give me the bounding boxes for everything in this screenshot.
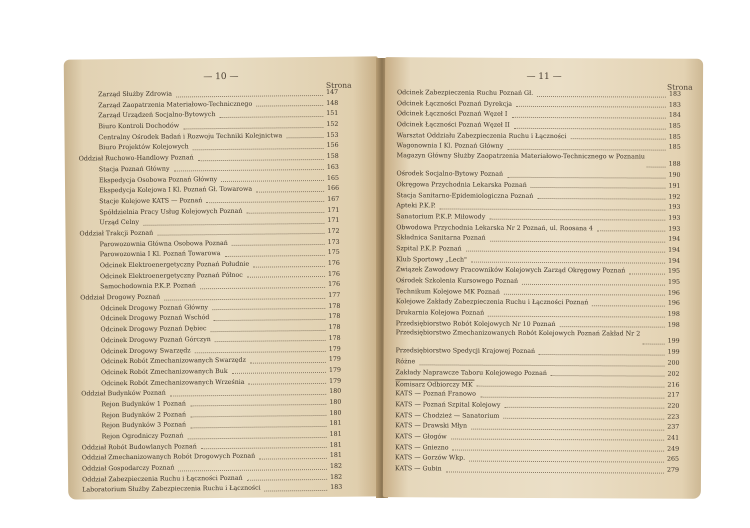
entry-page-number: 153 [326,131,339,139]
entry-title: Odcinek Łączności Poznań Węzeł I [396,110,508,119]
entry-page-number: 196 [667,289,680,297]
entry-title: Ekspedycja Kolejowa I Kl. Poznań Gł. Towarowa [99,185,253,195]
leader-dots [259,458,327,460]
leader-dots [198,159,324,161]
entry-page-number: 199 [667,349,680,357]
entry-page-number: 176 [327,259,340,267]
leader-dots [451,439,664,441]
entry-title: Odcinek Łączności Poznań Węzeł II [396,121,510,129]
entry-page-number: 193 [668,225,681,233]
leader-dots [592,305,665,306]
entry-page-number: 183 [668,101,681,109]
leader-dots [178,468,327,471]
entry-page-number: 165 [326,174,340,182]
leader-dots [188,436,327,438]
entry-title: Odcinek Drogowy Poznań Wschód [100,314,210,323]
entry-page-number: 195 [668,267,681,276]
entry-page-number: 184 [668,112,681,120]
leader-dots [480,396,664,398]
entry-page-number: 188 [668,160,681,168]
leader-dots [158,233,325,236]
leader-dots [508,176,666,178]
entry-page-number: 176 [327,270,341,278]
leader-dots [420,364,665,366]
entry-page-number: 200 [667,359,680,367]
entry-title: KATS — Poznań Szpital Kolejowy [395,401,501,409]
entry-title: Zakłady Naprawcze Taboru Kolejowego Poznań [395,369,547,377]
leader-dots [201,447,327,449]
leader-dots [439,208,665,210]
entry-title: Zarząd Służby Zdrowia [98,90,173,99]
entry-page-number: 194 [668,246,681,254]
leader-dots [256,105,323,107]
entry-title: Odcinek Drogowy Poznań Dębiec [100,325,207,334]
leader-dots [211,330,326,332]
entry-title: Centralny Ośrodek Badań i Rozwoju Techniki Kolejnictwa [98,132,283,142]
leader-dots [647,167,666,168]
entry-page-number: 198 [667,321,680,329]
entry-page-number: 185 [668,122,681,130]
leader-dots [256,191,324,193]
entry-page-number: 237 [667,423,680,431]
entry-title: Odcinek Drogowy Swarzędz [100,346,191,355]
leader-dots [232,244,325,246]
entry-title: Spółdzielnia Pracy Usług Kolejowych Poznań [99,207,243,216]
entry-page-number: 156 [326,142,339,150]
entry-page-number: 182 [329,462,343,470]
entry-title: Przedsiębiorstwo Robót Kolejowych Nr 10 Poznań [395,319,556,328]
leader-dots [248,383,326,385]
toc-entry [384,330,702,349]
entry-title: Odcinek Robót Zmechanizowanych Września [101,378,245,387]
leader-dots [247,276,325,278]
entry-title: KATS — Drawski Młyn [395,422,468,430]
entry-page-number: 195 [667,278,681,286]
entry-title: Warsztat Oddziału Zabezpieczenia Ruchu i Łączności [396,131,567,140]
entry-title: Odcinek Zabezpieczenia Ruchu Poznań Gł. [396,89,534,97]
leader-dots [489,219,665,221]
entry-title: Klub Sportowy „Lech" [396,255,467,264]
entry-page-number: 202 [667,370,680,378]
entry-page-number: 158 [326,152,339,161]
entry-page-number: 181 [329,452,342,460]
leader-dots [560,326,665,328]
leader-dots [143,223,324,226]
entry-title: Drukarnia Kolejowa Poznań [395,309,485,317]
entry-page-number: 178 [328,334,341,342]
entry-page-number: 180 [329,398,342,406]
toc-entries [64,87,382,496]
entry-title: Odcinek Robót Zmechanizowanych Buk [100,367,228,377]
leader-dots [264,490,327,492]
entry-page-number: 279 [666,466,680,474]
entry-title: Zarząd Urządzeń Socjalno-Bytowych [98,111,216,120]
leader-dots [571,138,666,139]
leader-dots [504,294,665,296]
leader-dots [195,351,326,353]
entry-page-number: 180 [329,409,342,417]
entry-title: Rejon Budynków 2 Poznań [101,411,187,419]
leader-dots [200,287,325,289]
open-book [66,58,706,498]
right-page [383,57,703,499]
entry-title: Urząd Celny [99,219,140,227]
entry-title: Odcinek Robót Zmechanizowanych Swarzędz [100,356,246,366]
leader-dots [191,426,327,428]
leader-dots [530,187,665,189]
entry-page-number: 217 [667,391,680,399]
entry-page-number: 147 [326,88,339,96]
entry-title: KATS — Chodzież — Sanatorium [395,411,500,420]
entry-title: Stacja Sanitarno-Epidemiologiczna Poznań [396,191,534,200]
entry-page-number: 177 [328,291,341,299]
page-number: — 10 — [203,71,239,83]
entry-title: Rejon Budynków 3 Poznań [101,421,187,430]
leader-dots [490,240,665,242]
entry-title: KATS — Gubin [394,465,442,473]
entry-title: Oddział Robót Budowlanych Poznań [81,442,197,452]
leader-dots [190,415,326,417]
leader-dots [469,460,664,462]
leader-dots [213,319,325,321]
entry-title: Oddział Gospodarczy Poznań [81,464,175,473]
toc-entries [383,88,703,476]
leader-dots [250,362,326,364]
entry-title: Odcinek Drogowy Poznań Górczyn [100,335,211,345]
entry-page-number: 194 [668,235,681,243]
entry-page-number: 265 [667,455,680,464]
leader-dots [253,265,325,267]
leader-dots [508,149,666,151]
leader-dots [452,450,664,452]
entry-title: KATS — Głogów [395,433,447,441]
leader-dots [642,344,664,345]
entry-page-number: 185 [668,133,681,141]
entry-page-number: 182 [330,473,343,481]
entry-title: Komisarz Odbiorczy MK [395,379,474,391]
entry-title: Związek Zawodowy Pracowników Kolejowych Zarząd Okręgowy Poznań [396,266,626,275]
leader-dots [232,372,326,374]
entry-title: Magazyn Główny Służby Zaopatrzenia Materiałowo-Technicznego w Poznaniu [396,152,645,161]
entry-title: Oddział Zabezpieczenia Ruchu i Łączności Poznań [82,474,243,484]
entry-page-number: 152 [326,120,339,128]
leader-dots [550,375,664,377]
entry-page-number: 175 [327,249,340,257]
leader-dots [537,198,665,200]
entry-title: Parowozownia I Kl. Poznań Towarowa [99,250,221,259]
leader-dots [247,479,327,481]
leader-dots [246,212,324,214]
entry-page-number: 178 [328,323,341,332]
entry-title: Technikum Kolejowe MK Poznań [395,287,500,296]
leader-dots [471,428,664,430]
leader-dots [287,137,324,138]
leader-dots [476,386,664,388]
leader-dots [503,418,664,420]
entry-title: Samochodownia P.K.P. Poznań [100,282,196,291]
entry-title: Zarząd Zaopatrzenia Materiałowo-Technicznego [98,100,253,109]
entry-title: Wagonownia I Kl. Poznań Główny [396,142,504,151]
leader-dots [516,106,666,108]
leader-dots [219,116,323,118]
entry-page-number: 191 [668,182,681,190]
entry-title: Odcinek Łączności Poznań Dyrekcja [396,99,513,108]
leader-dots [446,471,664,473]
leader-dots [183,127,323,129]
leader-dots [539,354,665,356]
leader-dots [170,394,326,397]
entry-page-number: 176 [328,281,341,289]
leader-dots [522,283,665,285]
entry-page-number: 193 [668,203,681,211]
entry-page-number: 171 [327,217,340,225]
entry-page-number: 249 [667,445,680,453]
leader-dots [504,407,664,409]
entry-page-number: 190 [668,171,681,179]
leader-dots [466,251,665,253]
entry-page-number: 193 [668,214,681,222]
entry-page-number: 179 [328,345,341,353]
entry-page-number: 194 [668,257,681,265]
leader-dots [206,201,324,203]
leader-dots [215,340,326,342]
entry-page-number: 151 [326,110,339,118]
entry-page-number: 172 [327,227,340,235]
toc-entry [383,464,701,476]
entry-title: Okręgowa Przychodnia Lekarska Poznań [396,181,527,189]
leader-dots [597,230,665,231]
entry-title: Oddział Zmechanizowanych Robót Drogowych Poznań [81,453,256,462]
entry-title: Oddział Trakcji Poznań [79,229,154,238]
entry-page-number: 199 [667,338,680,346]
entry-title: Szpital P.K.P. Poznań [396,245,462,253]
leader-dots [190,404,326,406]
entry-page-number: 179 [328,355,341,364]
entry-page-number: 179 [329,377,342,385]
entry-title: Odcinek Elektroenergetyczny Poznań Południe [99,260,250,270]
entry-title: Rejon Budynków 1 Poznań [101,400,186,409]
leader-dots [164,297,325,300]
entry-title: Oddział Ruchowo-Handlowy Poznań [78,154,194,163]
entry-page-number: 185 [668,144,681,152]
entry-page-number: 166 [327,184,340,193]
entry-title: Obwodowa Przychodnia Lekarska Nr 2 Poznań, ul. Roosana 4 [396,223,593,232]
leader-dots [176,94,323,97]
page-number: — 11 — [526,71,562,83]
entry-page-number: 216 [667,381,680,389]
entry-page-number: 181 [329,441,342,449]
entry-title: Oddział Budynków Poznań [81,389,166,398]
entry-page-number: 223 [667,413,680,421]
entry-page-number: 148 [326,99,339,107]
entry-title: Kolejowe Zakłady Zabezpieczenia Ruchu i Łączności Poznań [395,298,589,307]
entry-title: Sanatorium P.K.P. Miłowody [396,213,486,221]
entry-page-number: 178 [328,302,341,310]
entry-title: Ośrodek Szkolenia Kursowego Poznań [395,277,519,285]
leader-dots [514,127,666,129]
leader-dots [471,262,665,264]
entry-page-number: 181 [329,430,342,438]
leader-dots [174,169,324,172]
entry-title: Biuro Kontroli Dochodów [98,122,180,131]
entry-title: Oddział Drogowy Poznań [80,293,161,302]
column-header: Strona [666,82,693,92]
leader-dots [221,180,324,182]
entry-title: Rejon Ogrodniczy Poznań [101,432,184,441]
leader-dots [225,255,325,257]
entry-title: Biuro Projektów Kolejowych [98,143,189,152]
leader-dots [193,148,324,150]
entry-page-number: 198 [667,310,680,318]
left-page [64,56,383,499]
entry-title: Odcinek Elektroenergetyczny Poznań Północ [99,271,243,280]
leader-dots [488,315,665,317]
entry-title: Przedsiębiorstwo Zmechanizowanych Robót Kolejowych Poznań Zakład Nr 2 [395,329,641,338]
entry-title: Odcinek Drogowy Poznań Główny [100,303,209,313]
entry-page-number: 173 [327,238,340,246]
column-header: Strona [325,80,352,90]
entry-title: Składnica Sanitarna Poznań [396,234,486,242]
entry-title: Różne [395,358,416,366]
entry-title: Stacje Kolejowe KATS — Poznań [99,197,203,206]
leader-dots [629,273,665,274]
entry-title: Ośrodek Socjalno-Bytowy Poznań [396,170,504,178]
toc-entry [68,483,382,497]
entry-page-number: 196 [667,300,680,308]
entry-page-number: 171 [327,206,340,214]
entry-page-number: 180 [329,388,342,396]
entry-title: Ekspedycja Osobowa Poznań Główny [98,175,218,184]
entry-page-number: 181 [329,420,342,428]
entry-page-number: 220 [667,402,680,410]
toc-entry [385,152,703,171]
entry-title: Laboratorium Służby Zabezpieczenia Ruchu i Łączności [82,485,261,494]
leader-dots [212,308,325,310]
entry-title: Przedsiębiorstwo Spedycji Krajowej Poznań [395,347,536,356]
entry-title: Parowozownia Główna Osobowa Poznań [99,239,228,248]
entry-title: KATS — Poznań Franowo [395,390,477,398]
entry-title: Apteki P.K.P. [396,202,436,210]
entry-title: KATS — Gniezno [395,443,449,452]
entry-title: KATS — Gorzów Wkp. [395,454,466,462]
entry-page-number: 241 [667,434,680,442]
entry-page-number: 179 [328,366,342,374]
entry-page-number: 183 [668,90,682,98]
leader-dots [512,117,666,119]
entry-page-number: 192 [668,193,681,201]
entry-page-number: 163 [326,163,339,171]
entry-page-number: 167 [327,195,340,203]
entry-page-number: 183 [330,484,343,492]
entry-title: Stacja Poznań Główny [98,165,170,174]
entry-page-number: 178 [328,313,341,321]
leader-dots [537,95,666,97]
